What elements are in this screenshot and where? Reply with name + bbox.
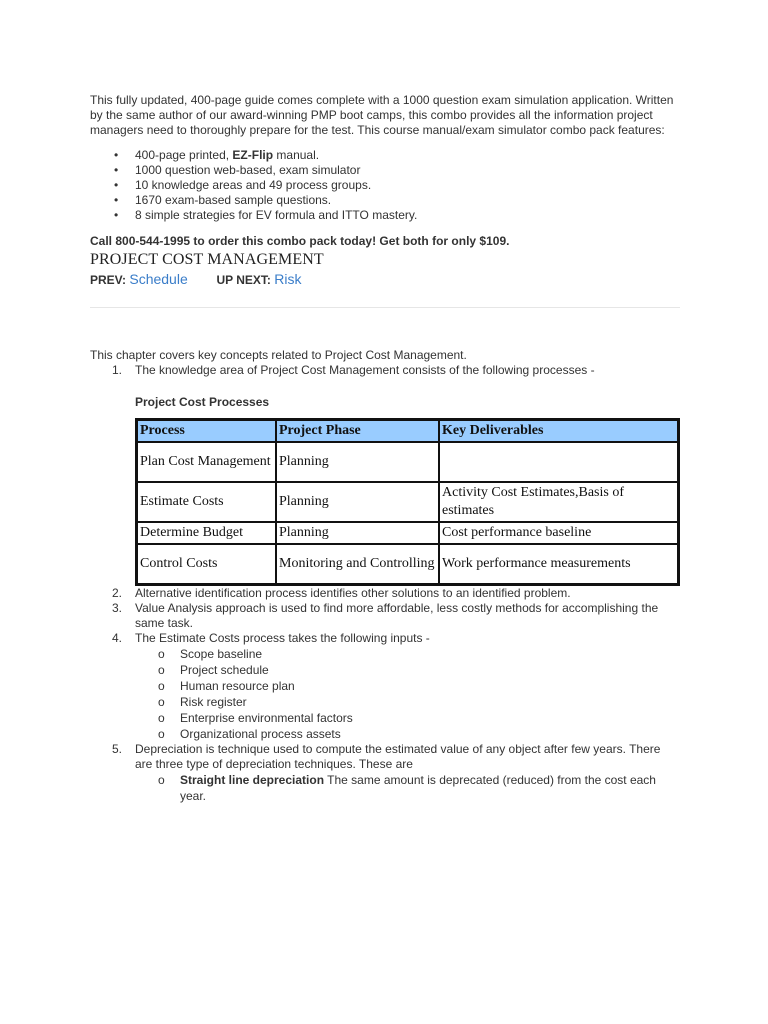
order-callout: Call 800-544-1995 to order this combo pack today! Get both for only $109. bbox=[90, 234, 510, 248]
feature-item: • 10 knowledge areas and 49 process groups. bbox=[114, 178, 372, 192]
list-item: 3. Value Analysis approach is used to find more affordable, less costly methods for accomplishing the same task. bbox=[112, 601, 659, 630]
item-number: 4. bbox=[112, 631, 123, 645]
input-item: o Organizational process assets bbox=[158, 727, 341, 741]
item-number: 2. bbox=[112, 586, 123, 600]
bullet-icon: • bbox=[114, 148, 119, 162]
numbered-list bbox=[90, 363, 680, 378]
input-item: o Risk register bbox=[158, 695, 247, 709]
depreciation-item: o Straight line depreciation The same amount is deprecated (reduced) from the cost each year. bbox=[158, 773, 656, 803]
table-row bbox=[137, 482, 678, 522]
item-number: 3. bbox=[112, 601, 123, 615]
inputs-list bbox=[135, 646, 680, 742]
feature-item: • 400-page printed, EZ-Flip manual. bbox=[114, 148, 320, 162]
feature-bold: EZ-Flip bbox=[232, 148, 274, 162]
column-header: Process bbox=[137, 420, 276, 442]
list-item: 1. The knowledge area of Project Cost Management consists of the following processes - bbox=[112, 363, 595, 377]
list-item: 2. Alternative identification process identifies other solutions to an identified problem. bbox=[112, 586, 571, 600]
depreciation-list bbox=[135, 772, 680, 804]
divider bbox=[90, 307, 680, 308]
bullet-icon: • bbox=[114, 178, 119, 192]
list-item: 4. The Estimate Costs process takes the following inputs - o Scope baseline o Project schedule o Human resource plan o Risk register o Enterprise environmental factors o Organizational process assets bbox=[90, 631, 680, 742]
item-number: 5. bbox=[112, 742, 123, 756]
intro-paragraph: This fully updated, 400-page guide comes complete with a 1000 question exam simulation application. Written by the same author of our award-winning PMP boot camps, this combo provides all the information project managers need to thoroughly prepare for the test. This course manual/exam simulator combo pack features: bbox=[90, 93, 674, 137]
table-cell: Planning bbox=[276, 522, 439, 544]
prev-link[interactable]: Schedule bbox=[129, 271, 188, 287]
table-row bbox=[137, 544, 678, 584]
bullet-icon: • bbox=[114, 193, 119, 207]
table-row bbox=[137, 442, 678, 482]
circle-bullet-icon: o bbox=[158, 727, 165, 741]
item-number: 1. bbox=[112, 363, 123, 377]
column-header: Key Deliverables bbox=[439, 420, 678, 442]
numbered-list-continued bbox=[90, 586, 680, 804]
table-cell: Planning bbox=[276, 442, 439, 482]
input-item: o Project schedule bbox=[158, 663, 269, 677]
bullet-icon: • bbox=[114, 163, 119, 177]
table-row bbox=[137, 522, 678, 544]
table-cell: Monitoring and Controlling bbox=[276, 544, 439, 584]
feature-item: • 8 simple strategies for EV formula and ITTO mastery. bbox=[114, 208, 418, 222]
next-label: UP NEXT: bbox=[216, 273, 271, 287]
circle-bullet-icon: o bbox=[158, 647, 165, 661]
feature-list bbox=[90, 148, 680, 223]
table-cell: Work performance measurements bbox=[439, 544, 678, 584]
list-item: 5. Depreciation is technique used to compute the estimated value of any object after few years. There are three type of depreciation techniques. These are o Straight line depreciation The same amount is deprecated (reduced) from the cost each year. bbox=[90, 742, 680, 804]
table-cell: Control Costs bbox=[137, 544, 276, 584]
table-cell bbox=[439, 442, 678, 482]
table-cell: Plan Cost Management bbox=[137, 442, 276, 482]
table-cell: Planning bbox=[276, 482, 439, 522]
circle-bullet-icon: o bbox=[158, 711, 165, 725]
table-cell: Estimate Costs bbox=[137, 482, 276, 522]
input-item: o Scope baseline bbox=[158, 647, 263, 661]
table-title: Project Cost Processes bbox=[135, 395, 270, 409]
depreciation-term: Straight line depreciation bbox=[180, 773, 325, 787]
chapter-intro: This chapter covers key concepts related to Project Cost Management. bbox=[90, 348, 467, 362]
prev-label: PREV: bbox=[90, 273, 127, 287]
circle-bullet-icon: o bbox=[158, 663, 165, 677]
column-header: Project Phase bbox=[276, 420, 439, 442]
table-cell: Cost performance baseline bbox=[439, 522, 678, 544]
input-item: o Enterprise environmental factors bbox=[158, 711, 353, 725]
table-cell: Determine Budget bbox=[137, 522, 276, 544]
article bbox=[90, 93, 680, 804]
input-item: o Human resource plan bbox=[158, 679, 295, 693]
circle-bullet-icon: o bbox=[158, 695, 165, 709]
circle-bullet-icon: o bbox=[158, 679, 165, 693]
cost-processes-table bbox=[135, 418, 680, 586]
feature-item: • 1000 question web-based, exam simulator bbox=[114, 163, 361, 177]
table-cell: Activity Cost Estimates,Basis of estimates bbox=[439, 482, 678, 522]
next-link[interactable]: Risk bbox=[274, 271, 302, 287]
bullet-icon: • bbox=[114, 208, 119, 222]
page-title: PROJECT COST MANAGEMENT bbox=[90, 251, 324, 268]
feature-item: • 1670 exam-based sample questions. bbox=[114, 193, 332, 207]
table-header-row bbox=[137, 420, 678, 442]
chapter-nav bbox=[90, 269, 680, 290]
circle-bullet-icon: o bbox=[158, 773, 165, 787]
